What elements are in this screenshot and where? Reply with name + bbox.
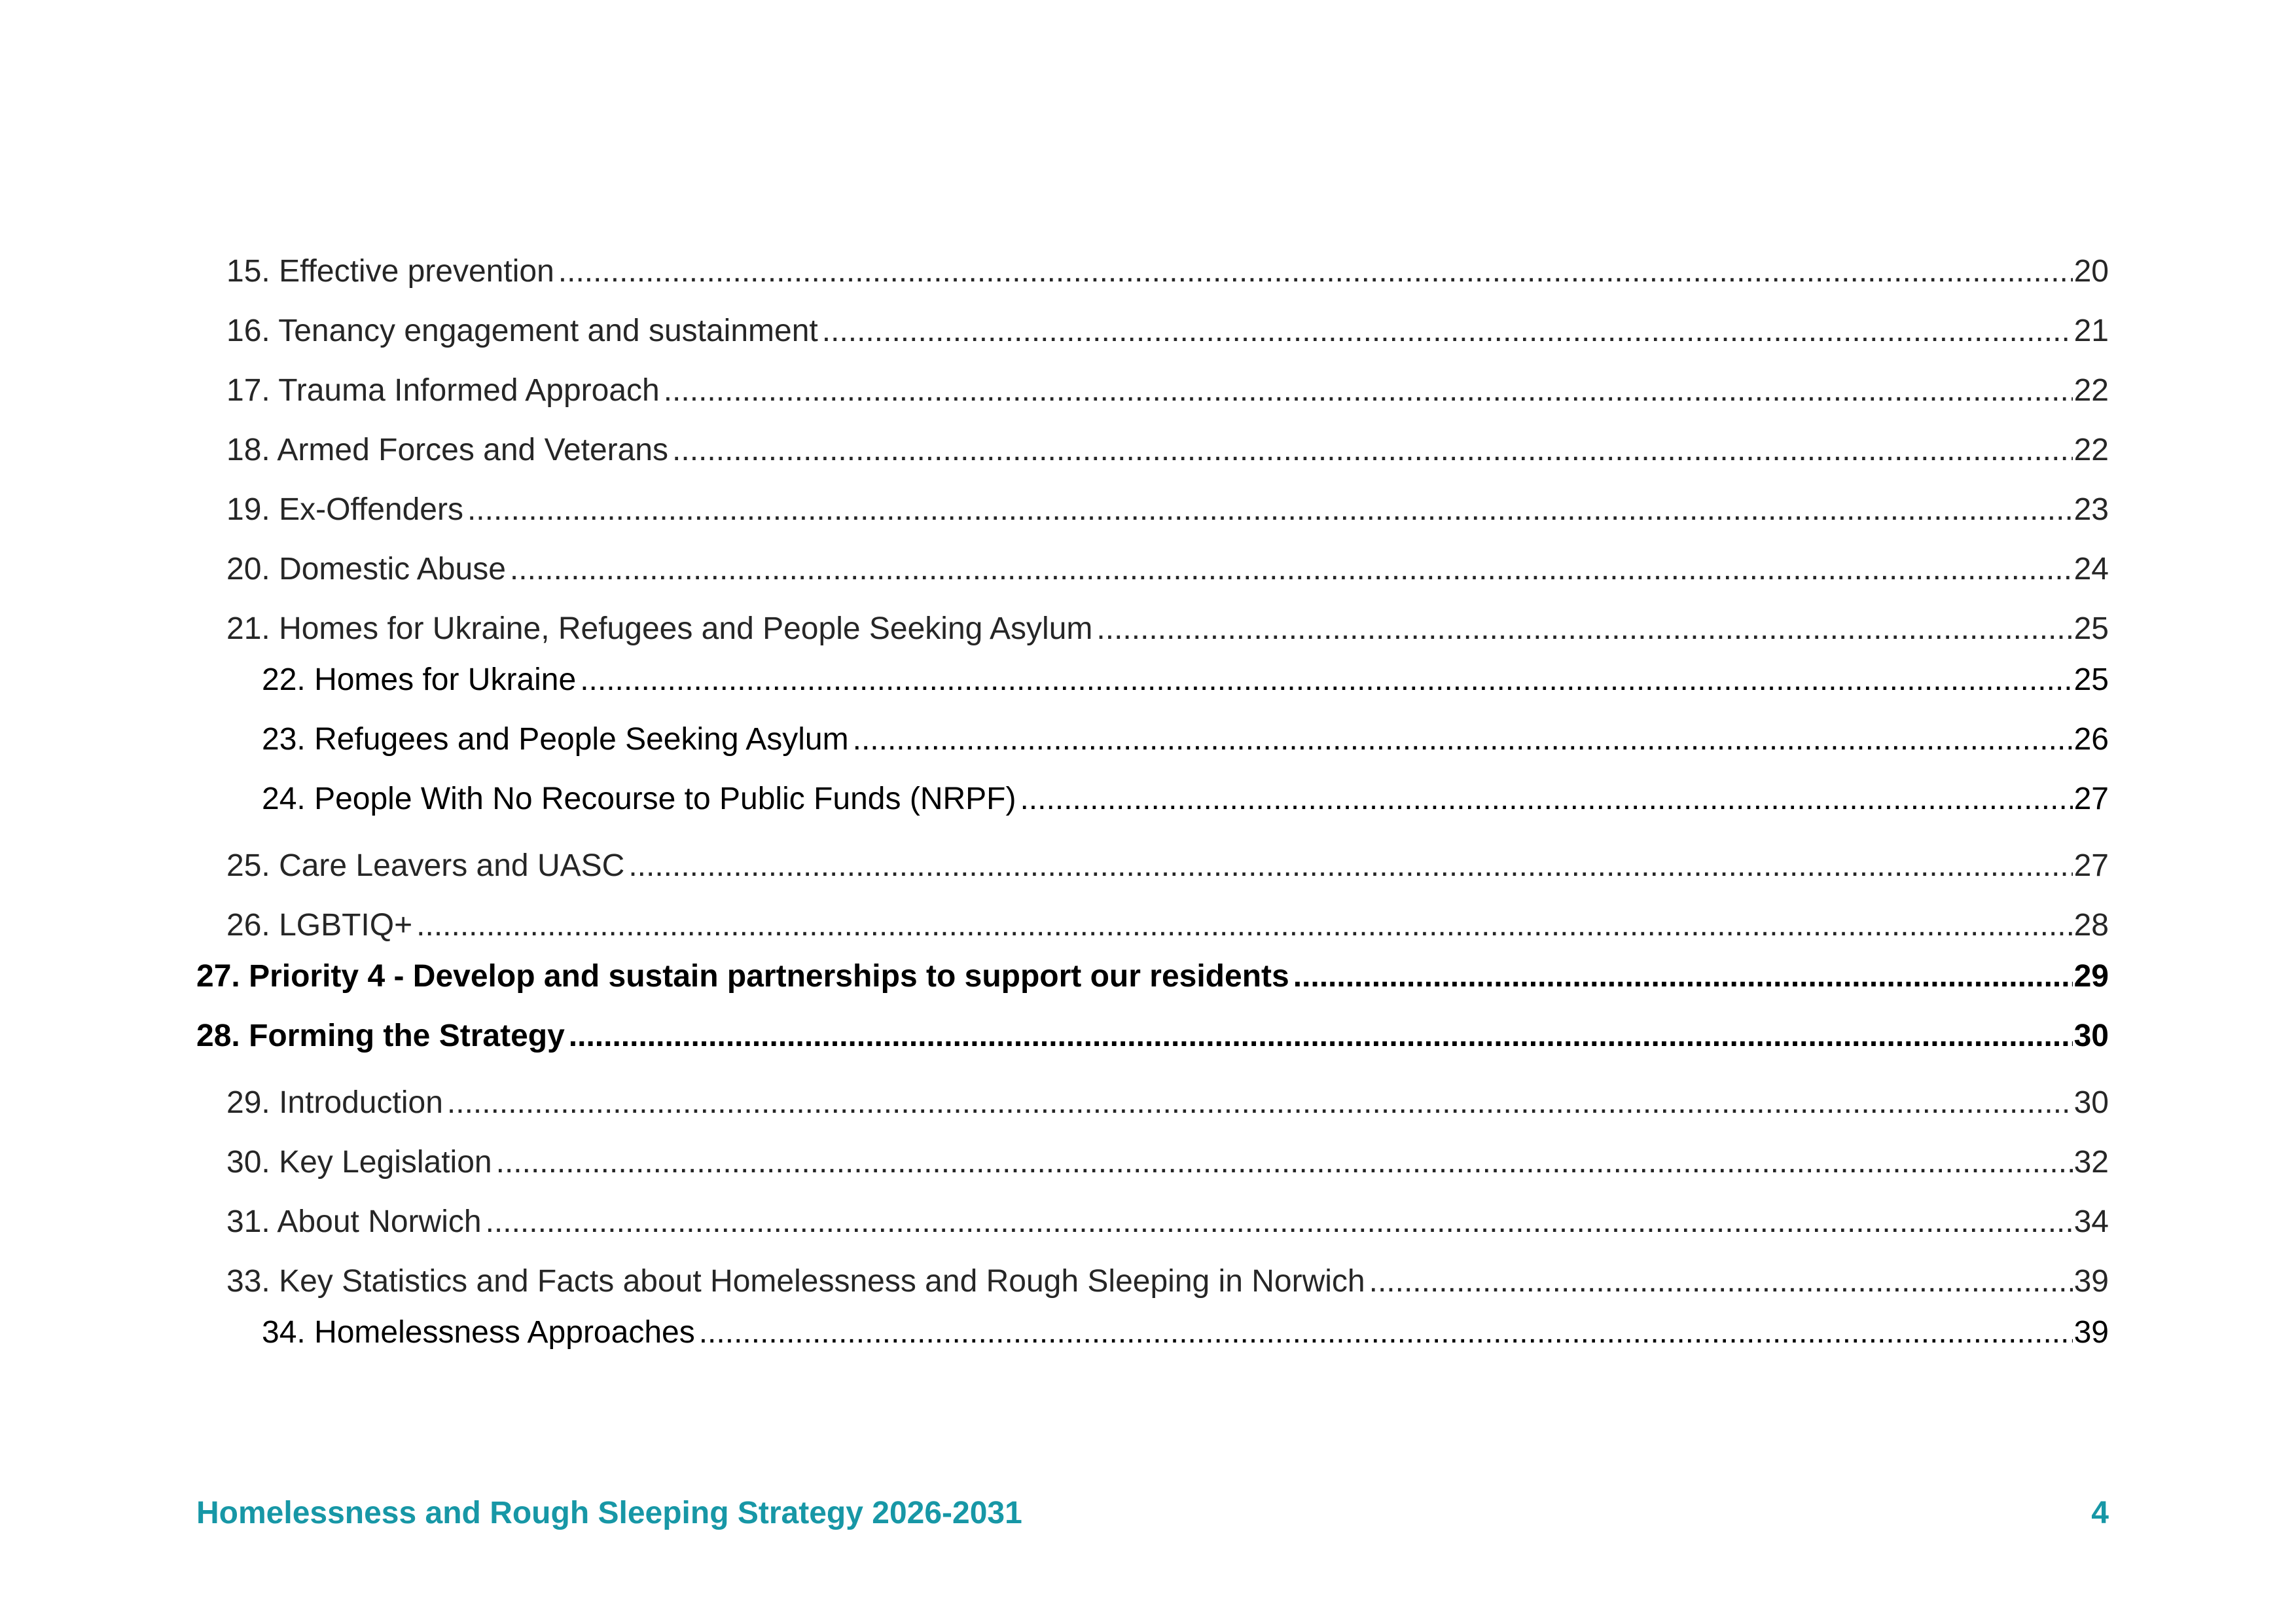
toc-entry-homes-for-ukraine-refugees[interactable] (226, 611, 2109, 647)
toc-entry-title: 31. About Norwich (226, 1204, 482, 1239)
toc-leader-dots (496, 1144, 2073, 1181)
toc-entry-page: 29 (2073, 959, 2109, 994)
toc-entry-title: 20. Domestic Abuse (226, 552, 506, 586)
toc-entry-tenancy-engagement[interactable] (226, 313, 2109, 350)
toc-entry-ex-offenders[interactable] (226, 492, 2109, 528)
toc-leader-dots (822, 313, 2073, 350)
toc-entry-forming-the-strategy[interactable] (196, 1018, 2109, 1055)
toc-entry-page: 30 (2073, 1019, 2109, 1053)
toc-entry-homelessness-approaches[interactable] (262, 1314, 2109, 1351)
toc-entry-lgbtiq[interactable] (226, 907, 2109, 944)
footer-page-number: 4 (2091, 1496, 2109, 1530)
toc-entry-priority-4[interactable] (196, 958, 2109, 995)
toc-entry-page: 22 (2073, 373, 2109, 408)
toc-entry-page: 32 (2073, 1145, 2109, 1180)
toc-entry-page: 25 (2073, 611, 2109, 646)
toc-leader-dots (558, 253, 2073, 290)
toc-entry-page: 27 (2073, 782, 2109, 816)
toc-entry-armed-forces[interactable] (226, 432, 2109, 469)
toc-entry-care-leavers[interactable] (226, 848, 2109, 884)
toc-leader-dots (580, 662, 2072, 698)
toc-leader-dots (664, 372, 2073, 409)
toc-entry-effective-prevention[interactable] (226, 253, 2109, 290)
toc-entry-page: 23 (2073, 492, 2109, 527)
toc-entry-title: 30. Key Legislation (226, 1145, 492, 1180)
toc-entry-page: 27 (2073, 848, 2109, 883)
toc-entry-title: 28. Forming the Strategy (196, 1019, 565, 1053)
toc-entry-title: 24. People With No Recourse to Public Funds (NRPF) (262, 782, 1016, 816)
toc-entry-page: 24 (2073, 552, 2109, 586)
toc-leader-dots (416, 907, 2072, 944)
toc-entry-key-legislation[interactable] (226, 1144, 2109, 1181)
toc-leader-dots (672, 432, 2073, 469)
toc-entry-page: 25 (2073, 662, 2109, 697)
toc-entry-page: 39 (2073, 1264, 2109, 1299)
toc-entry-title: 19. Ex-Offenders (226, 492, 463, 527)
toc-leader-dots (486, 1204, 2073, 1240)
toc-leader-dots (467, 492, 2073, 528)
toc-entry-about-norwich[interactable] (226, 1204, 2109, 1240)
toc-entry-page: 34 (2073, 1204, 2109, 1239)
toc-entry-title: 33. Key Statistics and Facts about Homelessness and Rough Sleeping in Norwich (226, 1264, 1365, 1299)
toc-entry-title: 29. Introduction (226, 1085, 443, 1120)
toc-entry-introduction[interactable] (226, 1085, 2109, 1121)
toc-entry-title: 22. Homes for Ukraine (262, 662, 577, 697)
toc-entry-trauma-informed-approach[interactable] (226, 372, 2109, 409)
toc-entry-nrpf[interactable] (262, 781, 2109, 818)
toc-entry-title: 25. Care Leavers and UASC (226, 848, 625, 883)
toc-entry-title: 26. LGBTIQ+ (226, 908, 413, 943)
footer-document-title: Homelessness and Rough Sleeping Strategy 2026-2031 (196, 1496, 1022, 1530)
toc-entry-title: 23. Refugees and People Seeking Asylum (262, 722, 849, 757)
toc-leader-dots (569, 1018, 2073, 1055)
toc-entry-title: 27. Priority 4 - Develop and sustain partnerships to support our residents (196, 959, 1289, 994)
toc-leader-dots (1369, 1263, 2073, 1300)
toc-entry-page: 21 (2073, 314, 2109, 348)
toc-leader-dots (1020, 781, 2072, 818)
toc-entry-page: 20 (2073, 254, 2109, 289)
toc-leader-dots (1293, 958, 2073, 995)
toc-entry-domestic-abuse[interactable] (226, 551, 2109, 588)
toc-entry-page: 39 (2073, 1315, 2109, 1350)
toc-leader-dots (628, 848, 2072, 884)
toc-leader-dots (1096, 611, 2072, 647)
toc-entry-homes-for-ukraine[interactable] (262, 662, 2109, 698)
toc-entry-page: 26 (2073, 722, 2109, 757)
toc-entry-title: 34. Homelessness Approaches (262, 1315, 695, 1350)
toc-leader-dots (853, 721, 2073, 758)
toc-entry-page: 30 (2073, 1085, 2109, 1120)
toc-entry-key-statistics[interactable] (226, 1263, 2109, 1300)
toc-entry-refugees-asylum[interactable] (262, 721, 2109, 758)
toc-entry-title: 17. Trauma Informed Approach (226, 373, 660, 408)
toc-entry-page: 22 (2073, 433, 2109, 467)
toc-entry-title: 15. Effective prevention (226, 254, 554, 289)
toc-entry-title: 16. Tenancy engagement and sustainment (226, 314, 818, 348)
toc-leader-dots (699, 1314, 2073, 1351)
toc-leader-dots (447, 1085, 2073, 1121)
toc-leader-dots (510, 551, 2073, 588)
toc-entry-title: 21. Homes for Ukraine, Refugees and People Seeking Asylum (226, 611, 1093, 646)
toc-entry-page: 28 (2073, 908, 2109, 943)
toc-entry-title: 18. Armed Forces and Veterans (226, 433, 669, 467)
